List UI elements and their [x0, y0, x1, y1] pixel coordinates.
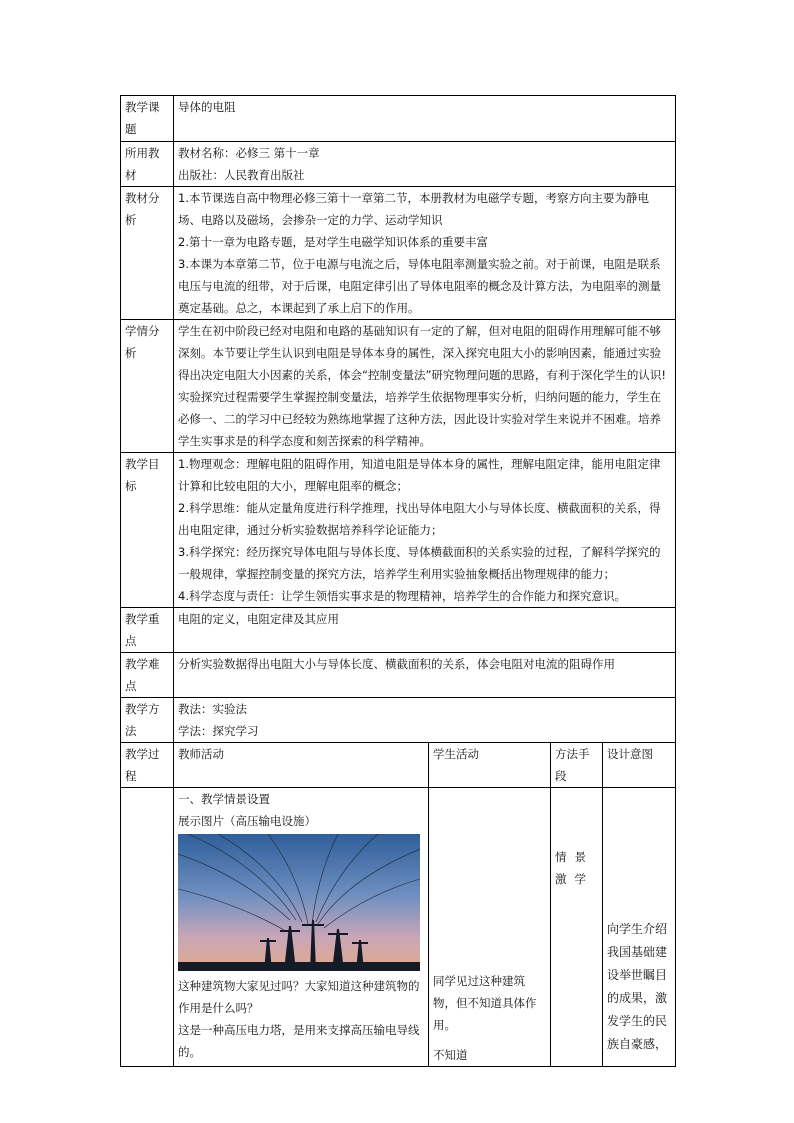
analysis-line-2: 2.第十一章为电路专题，是对学生电磁学知识体系的重要丰富 — [178, 235, 488, 249]
goal-3: 3.科学探究：经历探究导体电阻与导体长度、导体横截面积的关系实验的过程，了解科学探究的一般规律，掌握控制变量的探究方法，培养学生利用实验抽象概括出物理规律的能力； — [178, 545, 661, 581]
row-difficulty — [121, 653, 676, 698]
label-analysis: 教材分析 — [121, 187, 174, 320]
design-value: 向学生介绍我国基础建设举世瞩目的成果，激发学生的民族自豪感， — [607, 922, 668, 1051]
goal-1: 1.物理观念：理解电阻的阻碍作用，知道电阻是导体本身的属性，理解电阻定律，能用电阻定律计算和比较电阻的大小，理解电阻率的概念； — [178, 457, 661, 493]
textbook-publisher: 出版社：人民教育出版社 — [178, 168, 305, 182]
process-blank — [121, 788, 174, 1067]
row-methods — [121, 698, 676, 743]
value-methods — [174, 698, 676, 743]
value-difficulty: 分析实验数据得出电阻大小与导体长度、横截面积的关系，体会电阻对电流的阻碍作用 — [174, 653, 676, 698]
row-process-body — [121, 788, 676, 1067]
row-process-header — [121, 743, 676, 788]
goal-2: 2.科学思维：能从定量角度进行科学推理，找出导体电阻大小与导体长度、横截面积的关系，得出电阻定律，通过分析实验数据培养科学论证能力； — [178, 501, 661, 537]
label-goals: 教学目标 — [121, 453, 174, 608]
lesson-plan-table — [120, 95, 676, 1067]
label-process: 教学过程 — [121, 743, 174, 788]
value-goals — [174, 453, 676, 608]
row-topic — [121, 96, 676, 142]
header-teacher: 教师活动 — [174, 743, 429, 788]
learning-method: 学法：探究学习 — [178, 724, 259, 738]
label-topic: 教学课题 — [121, 96, 174, 142]
row-goals — [121, 453, 676, 608]
means-cell — [551, 788, 603, 1067]
value-analysis — [174, 187, 676, 320]
row-key — [121, 608, 676, 653]
value-key: 电阻的定义，电阻定律及其应用 — [174, 608, 676, 653]
analysis-line-1: 1.本节课选自高中物理必修三第十一章第二节，本册教材为电磁学专题，考察方向主要为静电场、电路以及磁场，会掺杂一定的力学、运动学知识 — [178, 191, 649, 227]
header-student: 学生活动 — [429, 743, 551, 788]
row-textbook — [121, 142, 676, 187]
design-cell — [603, 788, 676, 1067]
analysis-line-3: 3.本课为本章第二节，位于电源与电流之后，导体电阻率测量实验之前。对于前课，电阻是联系电压与电流的纽带，对于后课，电阻定律引出了导体电阻率的概念及计算方法，为电阻率的测量奠定基础。总之，本课起到了承上启下的作用。 — [178, 257, 661, 315]
row-students — [121, 320, 676, 453]
teacher-line-1: 一、教学情景设置 — [178, 792, 270, 806]
label-students: 学情分析 — [121, 320, 174, 453]
teacher-explanation: 这是一种高压电力塔，是用来支撑高压输电导线的。 — [178, 1023, 420, 1059]
student-line-1: 同学见过这种建筑物，但不知道具体作用。 — [433, 974, 537, 1032]
goal-4: 4.科学态度与责任：让学生领悟实事求是的物理精神，培养学生的合作能力和探究意识。 — [178, 589, 626, 603]
value-topic: 导体的电阻 — [174, 96, 676, 142]
header-design: 设计意图 — [603, 743, 676, 788]
power-pylon-photo — [178, 834, 420, 971]
teacher-activity — [174, 788, 429, 1067]
teaching-method: 教法：实验法 — [178, 702, 247, 716]
label-methods: 教学方法 — [121, 698, 174, 743]
header-means: 方法手段 — [551, 743, 603, 788]
label-difficulty: 教学难点 — [121, 653, 174, 698]
label-textbook: 所用教材 — [121, 142, 174, 187]
value-students: 学生在初中阶段已经对电阻和电路的基础知识有一定的了解，但对电阻的阻碍作用理解可能不够深刻。本节要让学生认识到电阻是导体本身的属性，深入探究电阻大小的影响因素，能通过实验得出决定电阻大小因素的关系，体会“控制变量法”研究物理问题的思路，有利于深化学生的认识!实验探究过程需要学生掌握控制变量法，培养学生依据物理事实分析，归纳问题的能力，学生在必修一、二的学习中已经较为熟练地掌握了这种方法，因此设计实验对学生来说并不困难。培养学生实事求是的科学态度和刻苦探索的科学精神。 — [174, 320, 676, 453]
teacher-question: 这种建筑物大家见过吗？大家知道这种建筑物的作用是什么吗？ — [178, 979, 420, 1015]
student-activity — [429, 788, 551, 1067]
label-key: 教学重点 — [121, 608, 174, 653]
teacher-line-2: 展示图片（高压输电设施） — [178, 814, 316, 828]
row-analysis — [121, 187, 676, 320]
textbook-name: 教材名称：必修三 第十一章 — [178, 146, 320, 160]
value-textbook — [174, 142, 676, 187]
student-line-2: 不知道 — [433, 1048, 468, 1062]
means-value: 情景激学 — [555, 850, 594, 886]
